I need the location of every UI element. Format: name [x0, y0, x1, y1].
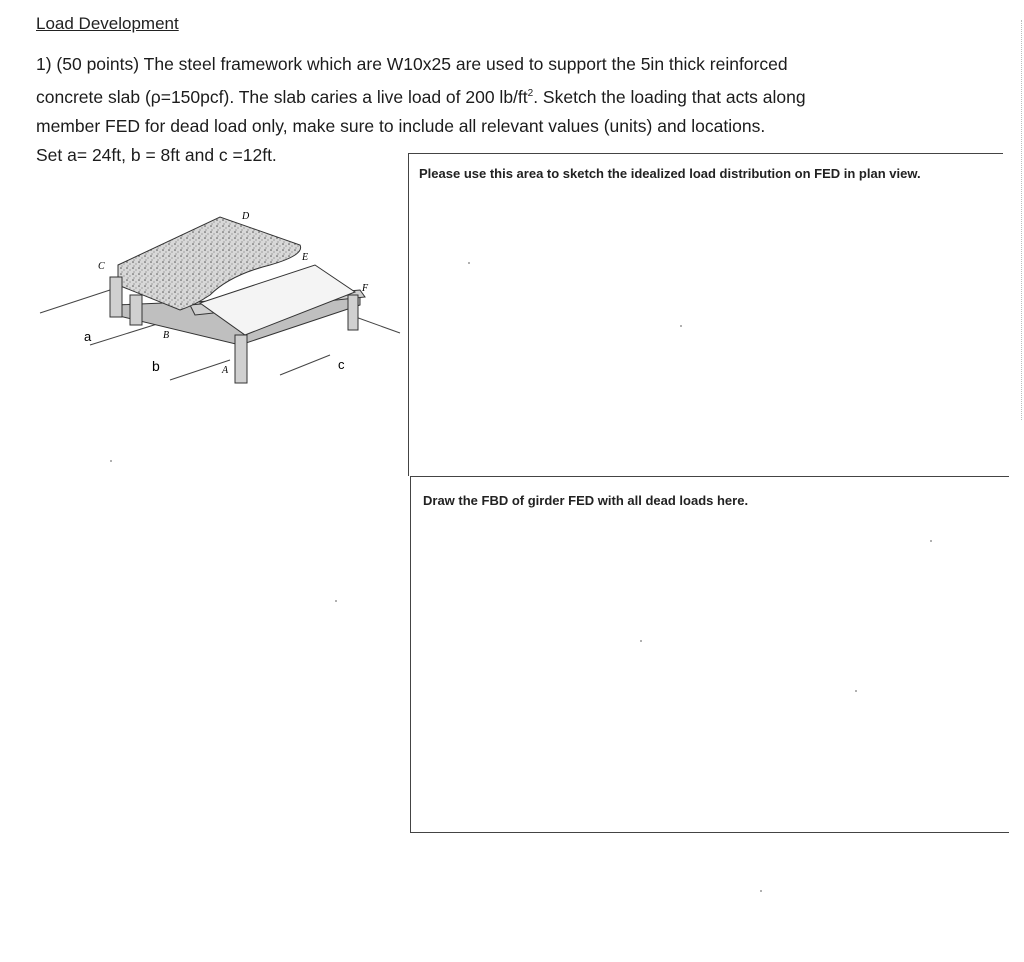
label-C: C	[98, 261, 105, 272]
page-title: Load Development	[36, 14, 179, 33]
superscript: 2	[527, 88, 534, 99]
column-F	[348, 295, 358, 330]
label-B: B	[163, 330, 170, 341]
problem-line-1: 1) (50 points) The steel framework which are W10x25 are used to support the 5in thick reinforced	[36, 54, 788, 74]
label-D: D	[242, 211, 250, 222]
plan-view-instruction: Please use this area to sketch the idealized load distribution on FED in plan view.	[419, 166, 921, 181]
label-E: E	[302, 252, 309, 263]
problem-line-2a: concrete slab (ρ=150pcf). The slab caries a live load of 200 lb/ft	[36, 86, 528, 107]
problem-line-2b: . Sketch the loading that acts along	[533, 86, 806, 107]
scan-speck	[468, 262, 470, 264]
scan-edge	[1020, 20, 1022, 420]
column-B	[130, 295, 142, 325]
scan-speck	[680, 325, 682, 327]
label-F: F	[362, 283, 369, 294]
plan-view-sketch-area[interactable]	[408, 153, 1003, 476]
fbd-sketch-area[interactable]	[410, 476, 1009, 833]
dim-line-left	[40, 290, 110, 313]
dim-line-b	[170, 360, 230, 380]
column-C	[110, 277, 122, 317]
scan-speck	[110, 460, 112, 462]
framework-figure	[30, 195, 410, 405]
label-c: c	[338, 357, 345, 372]
label-A: A	[222, 365, 229, 376]
scan-speck	[760, 890, 762, 892]
problem-line-3: member FED for dead load only, make sure to include all relevant values (units) and locations.	[36, 115, 766, 136]
dim-line-c	[280, 355, 330, 375]
scan-speck	[335, 600, 337, 602]
column-A	[235, 335, 247, 383]
problem-statement	[36, 50, 866, 170]
scan-speck	[930, 540, 932, 542]
label-b: b	[152, 358, 160, 374]
problem-line-4: Set a= 24ft, b = 8ft and c =12ft.	[36, 144, 277, 165]
scan-speck	[855, 690, 857, 692]
problem-line-2	[36, 79, 866, 112]
scan-speck	[640, 640, 642, 642]
label-a: a	[84, 329, 92, 344]
fbd-instruction: Draw the FBD of girder FED with all dead loads here.	[423, 493, 749, 508]
